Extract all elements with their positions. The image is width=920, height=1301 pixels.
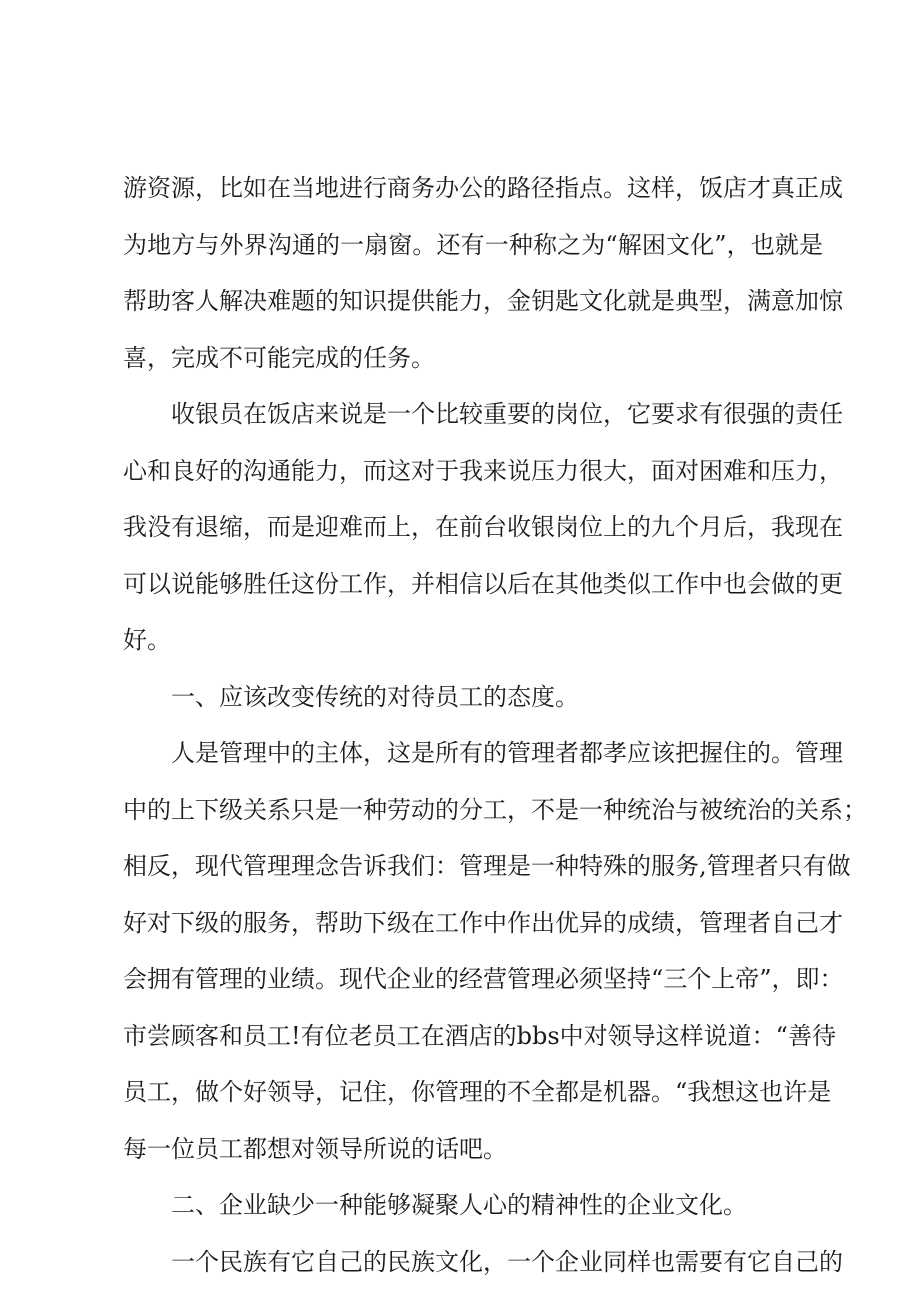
text-line: 为地方与外界沟通的一扇窗。还有一种称之为“解困文化”，也就是 (123, 230, 823, 259)
document-body (123, 160, 867, 1290)
text-line: 每一位员工都想对领导所说的话吧。 (123, 1134, 507, 1163)
text-line: 游资源，比如在当地进行商务办公的路径指点。这样，饭店才真正成 (123, 174, 843, 202)
text-line: 一、应该改变传统的对待员工的态度。 (171, 682, 579, 711)
text-line: 帮助客人解决难题的知识提供能力，金钥匙文化就是典型，满意加惊 (123, 287, 843, 315)
text-line: 相反，现代管理理念告诉我们：管理是一种特殊的服务,管理者只有做 (123, 852, 851, 880)
text-line: 好。 (123, 626, 171, 654)
text-line: 二、企业缺少一种能够凝聚人心的精神性的企业文化。 (171, 1191, 747, 1219)
text-line: 心和良好的沟通能力，而这对于我来说压力很大，面对困难和压力， (123, 456, 843, 485)
text-line: 市尝顾客和员工!有位老员工在酒店的bbs中对领导这样说道：“善待 (123, 1021, 836, 1050)
text-line: 会拥有管理的业绩。现代企业的经营管理必须坚持“三个上帝”，即： (123, 965, 844, 993)
text-line: 喜，完成不可能完成的任务。 (123, 343, 435, 372)
text-line: 收银员在饭店来说是一个比较重要的岗位，它要求有很强的责任 (171, 400, 843, 428)
text-line: 可以说能够胜任这份工作，并相信以后在其他类似工作中也会做的更 (123, 569, 843, 598)
text-line: 好对下级的服务，帮助下级在工作中作出优异的成绩，管理者自己才 (123, 908, 843, 937)
text-line: 中的上下级关系只是一种劳动的分工，不是一种统治与被统治的关系； (123, 795, 867, 824)
text-line: 员工，做个好领导，记住，你管理的不全都是机器。“我想这也许是 (123, 1078, 832, 1106)
text-line: 一个民族有它自己的民族文化，一个企业同样也需要有它自己的 (171, 1247, 843, 1276)
text-line: 我没有退缩，而是迎难而上，在前台收银岗位上的九个月后，我现在 (123, 513, 843, 541)
text-line: 人是管理中的主体，这是所有的管理者都孝应该把握住的。管理 (171, 739, 843, 767)
